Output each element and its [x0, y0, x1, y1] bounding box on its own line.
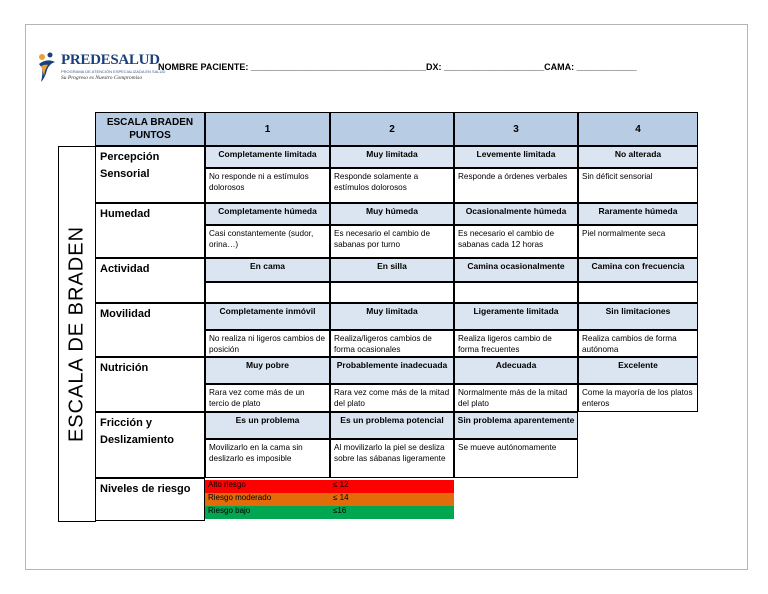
level-cell: No alterada	[578, 146, 698, 168]
description-cell: Rara vez come más de un tercio de plato	[205, 384, 330, 412]
header-points-1: 1	[205, 112, 330, 146]
description-cell	[205, 282, 330, 303]
level-cell: Completamente húmeda	[205, 203, 330, 225]
patient-header: NOMBRE PACIENTE: ___________________________________DX: ____________________CAMA: ____________	[158, 62, 637, 72]
risk-level-name: Alto riesgo	[205, 480, 330, 493]
risk-level-score: ≤ 14	[330, 493, 454, 506]
risk-level-name: Riesgo bajo	[205, 506, 330, 519]
description-cell: Realiza ligeros cambio de forma frecuentes	[454, 330, 578, 357]
description-cell: Normalmente más de la mitad del plato	[454, 384, 578, 412]
level-cell: Adecuada	[454, 357, 578, 384]
level-cell: Muy pobre	[205, 357, 330, 384]
level-cell: Ligeramente limitada	[454, 303, 578, 330]
description-cell: Sin déficit sensorial	[578, 168, 698, 203]
category-label: Percepción Sensorial	[95, 146, 205, 203]
level-cell: Es un problema potencial	[330, 412, 454, 439]
category-label: Nutrición	[95, 357, 205, 412]
description-cell	[330, 282, 454, 303]
description-cell: Se mueve autónomamente	[454, 439, 578, 478]
description-cell	[578, 282, 698, 303]
level-cell: Completamente inmóvil	[205, 303, 330, 330]
description-cell: Casi constantemente (sudor, orina…)	[205, 225, 330, 258]
description-cell: No responde ni a estímulos dolorosos	[205, 168, 330, 203]
header-points-4: 4	[578, 112, 698, 146]
risk-level-score: ≤16	[330, 506, 454, 519]
logo-slogan: Su Progreso es Nuestro Compromiso	[61, 75, 143, 81]
risk-level-name: Riesgo moderado	[205, 493, 330, 506]
level-cell: Sin problema aparentemente	[454, 412, 578, 439]
side-label-text: ESCALA DE BRADEN	[65, 225, 88, 443]
description-cell: Es necesario el cambio de sabanas cada 12 horas	[454, 225, 578, 258]
level-cell: Muy húmeda	[330, 203, 454, 225]
level-cell: Muy limitada	[330, 303, 454, 330]
level-cell: Raramente húmeda	[578, 203, 698, 225]
level-cell: Levemente limitada	[454, 146, 578, 168]
description-cell: Al movilizarlo la piel se desliza sobre las sábanas ligeramente	[330, 439, 454, 478]
level-cell: Camina ocasionalmente	[454, 258, 578, 282]
description-cell: Responde solamente a estímulos dolorosos	[330, 168, 454, 203]
level-cell: En silla	[330, 258, 454, 282]
description-cell: Realiza cambios de forma autónoma	[578, 330, 698, 357]
description-cell: Rara vez come más de la mitad del plato	[330, 384, 454, 412]
level-cell: En cama	[205, 258, 330, 282]
level-cell: Ocasionalmente húmeda	[454, 203, 578, 225]
category-label: Actividad	[95, 258, 205, 303]
description-cell: Movilizarlo en la cama sin deslizarlo es imposible	[205, 439, 330, 478]
description-cell	[454, 282, 578, 303]
description-cell: No realiza ni ligeros cambios de posición	[205, 330, 330, 357]
predesalud-logo	[35, 52, 166, 86]
level-cell: Camina con frecuencia	[578, 258, 698, 282]
header-points-2: 2	[330, 112, 454, 146]
level-cell: Es un problema	[205, 412, 330, 439]
header-scale-label: ESCALA BRADEN PUNTOS	[95, 112, 205, 146]
header-points-3: 3	[454, 112, 578, 146]
description-cell: Realiza/ligeros cambios de forma ocasionales	[330, 330, 454, 357]
risk-level-score: ≤ 12	[330, 480, 454, 493]
level-cell: Completamente limitada	[205, 146, 330, 168]
side-label	[58, 146, 96, 522]
logo-figure-icon	[35, 52, 59, 84]
level-cell: Sin limitaciones	[578, 303, 698, 330]
risk-levels-label: Niveles de riesgo	[95, 478, 205, 521]
level-cell: Probablemente inadecuada	[330, 357, 454, 384]
category-label: Movilidad	[95, 303, 205, 357]
logo-subtitle: PROGRAMA DE ATENCIÓN ESPECIALIZADA EN SALUD	[61, 69, 166, 74]
level-cell: Muy limitada	[330, 146, 454, 168]
description-cell: Responde a órdenes verbales	[454, 168, 578, 203]
level-cell: Excelente	[578, 357, 698, 384]
logo-name: PREDESALUD	[61, 52, 160, 68]
description-cell: Piel normalmente seca	[578, 225, 698, 258]
description-cell: Come la mayoría de los platos enteros	[578, 384, 698, 412]
category-label: Humedad	[95, 203, 205, 258]
category-label: Fricción y Deslizamiento	[95, 412, 205, 478]
description-cell: Es necesario el cambio de sabanas por turno	[330, 225, 454, 258]
